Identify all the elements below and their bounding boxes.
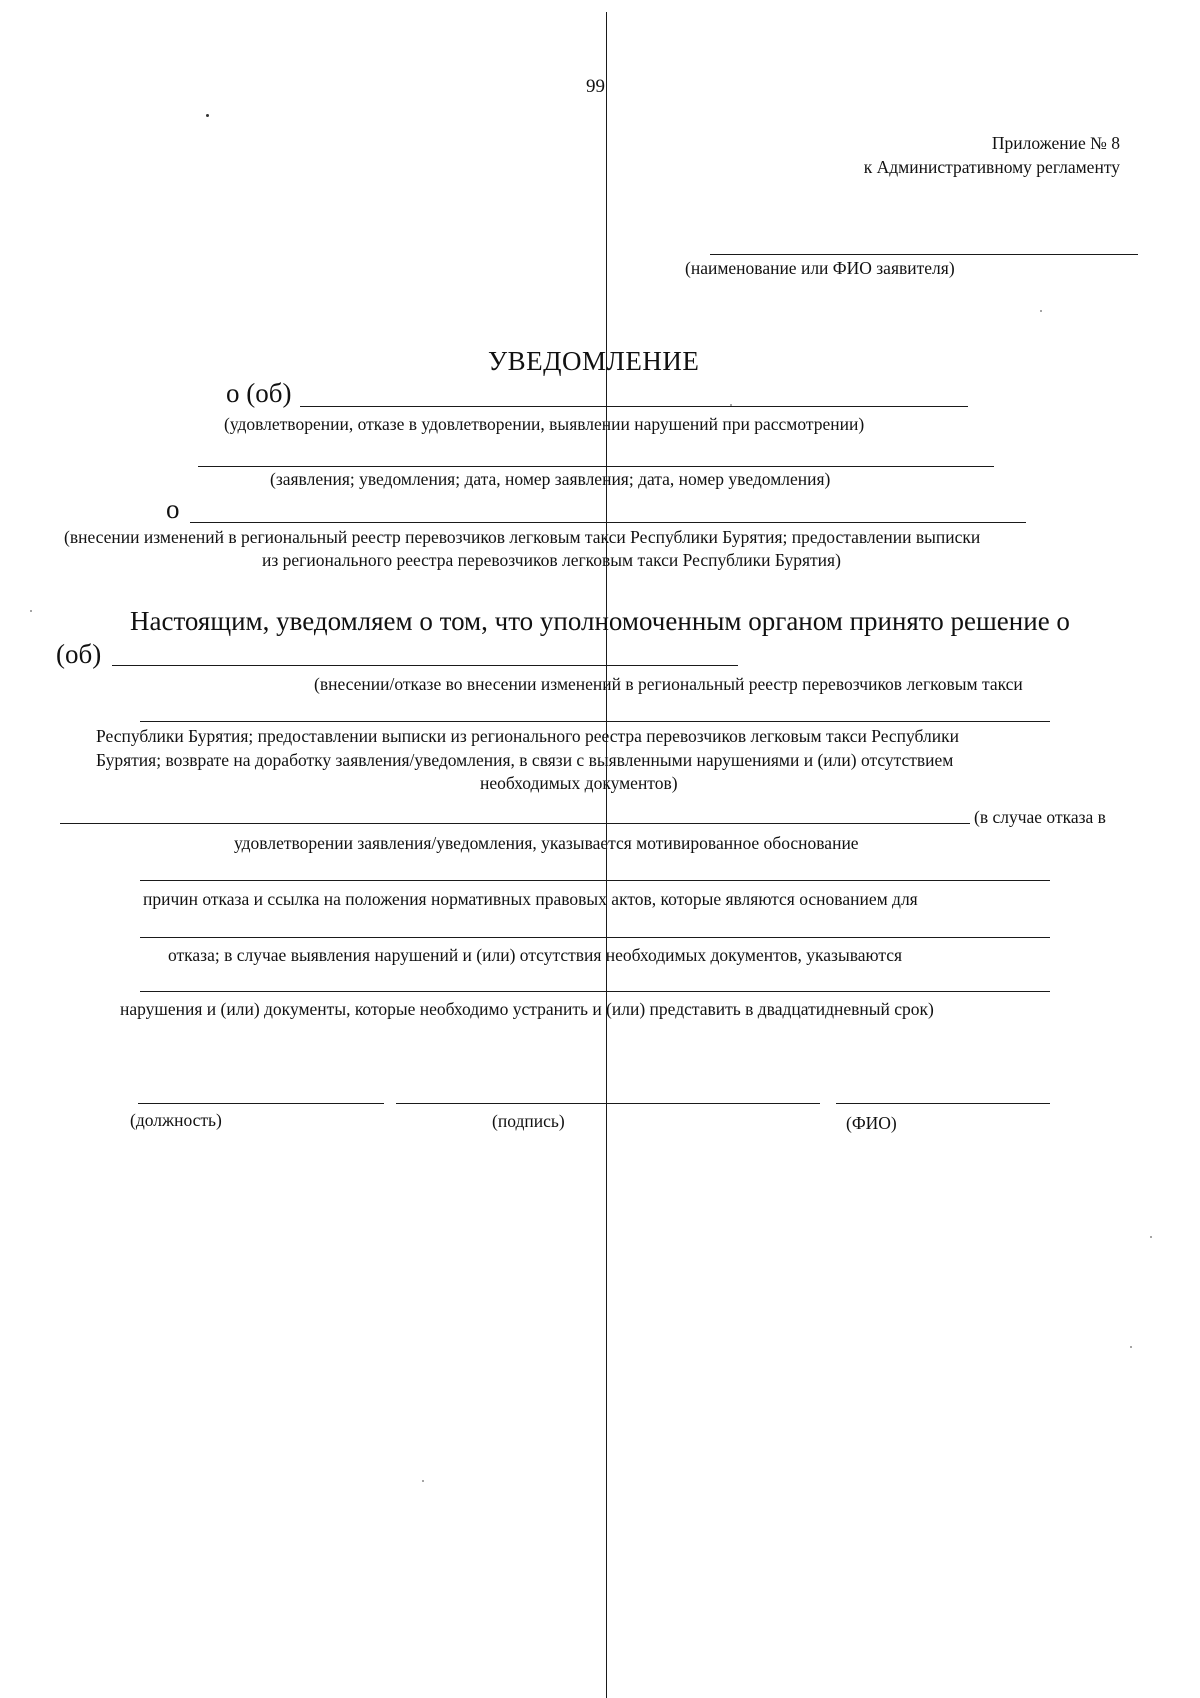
about-field-line [300, 406, 968, 407]
applicant-field-line [710, 254, 1138, 255]
refusal-caption-line3: отказа; в случае выявления нарушений и (или) отсутствия необходимых документов, указываются [168, 945, 903, 965]
binding-line [606, 12, 607, 1698]
position-label: (должность) [130, 1110, 222, 1130]
position-field-line [138, 1103, 384, 1104]
refusal-field-line [60, 823, 970, 824]
refusal-caption-line2: причин отказа и ссылка на положения нормативных правовых актов, которые являются основанием для [143, 889, 918, 909]
decision-caption-line2: Республики Бурятия; предоставлении выписки из регионального реестра перевозчиков легковым такси Республики [96, 726, 959, 746]
regarding-prefix: о [166, 494, 180, 524]
regarding-caption-line1: (внесении изменений в региональный реестр перевозчиков легковым такси Республики Бурятия; предоставлении выписки [64, 527, 981, 547]
name-label: (ФИО) [846, 1113, 897, 1133]
scan-speck [206, 114, 209, 117]
application-field-line [198, 466, 994, 467]
name-field-line [836, 1103, 1050, 1104]
notice-body-prefix: (об) [56, 639, 102, 669]
signature-field-line [396, 1103, 820, 1104]
application-caption: (заявления; уведомления; дата, номер заявления; дата, номер уведомления) [270, 469, 831, 489]
applicant-caption: (наименование или ФИО заявителя) [685, 258, 955, 278]
regarding-caption-line2: из регионального реестра перевозчиков легковым такси Республики Бурятия) [262, 550, 841, 570]
refusal-field-line-4 [140, 991, 1050, 992]
document-title: УВЕДОМЛЕНИЕ [488, 346, 700, 376]
page-number: 99 [586, 76, 605, 97]
notice-body-text: Настоящим, уведомляем о том, что уполномоченным органом принято решение о [130, 606, 1070, 636]
decision-caption-line4: необходимых документов) [480, 773, 678, 793]
regarding-field-line [190, 522, 1026, 523]
about-prefix: о (об) [226, 378, 292, 408]
scan-speck [1040, 310, 1042, 312]
decision-field-line [112, 665, 738, 666]
about-caption: (удовлетворении, отказе в удовлетворении, выявлении нарушений при рассмотрении) [224, 414, 865, 434]
appendix-reference: к Административному регламенту [863, 157, 1120, 177]
refusal-field-line-2 [140, 880, 1050, 881]
decision-caption-line3: Бурятия; возврате на доработку заявления/уведомления, в связи с выявленными нарушениями и (или) отсутствием [96, 750, 954, 770]
refusal-field-line-3 [140, 937, 1050, 938]
appendix-number: Приложение № 8 [991, 133, 1120, 153]
signature-label: (подпись) [492, 1111, 565, 1131]
scan-speck [1150, 1236, 1152, 1238]
scan-speck [30, 610, 32, 612]
scan-speck [422, 1480, 424, 1482]
scan-speck [1130, 1346, 1132, 1348]
refusal-caption-line1: удовлетворении заявления/уведомления, указывается мотивированное обоснование [234, 833, 859, 853]
decision-field-line-2 [140, 721, 1050, 722]
refusal-caption-line4: нарушения и (или) документы, которые необходимо устранить и (или) представить в двадцатидневный срок) [120, 999, 934, 1019]
decision-caption-line1: (внесении/отказе во внесении изменений в региональный реестр перевозчиков легковым такси [314, 674, 1023, 694]
refusal-note-tail: (в случае отказа в [974, 807, 1106, 827]
